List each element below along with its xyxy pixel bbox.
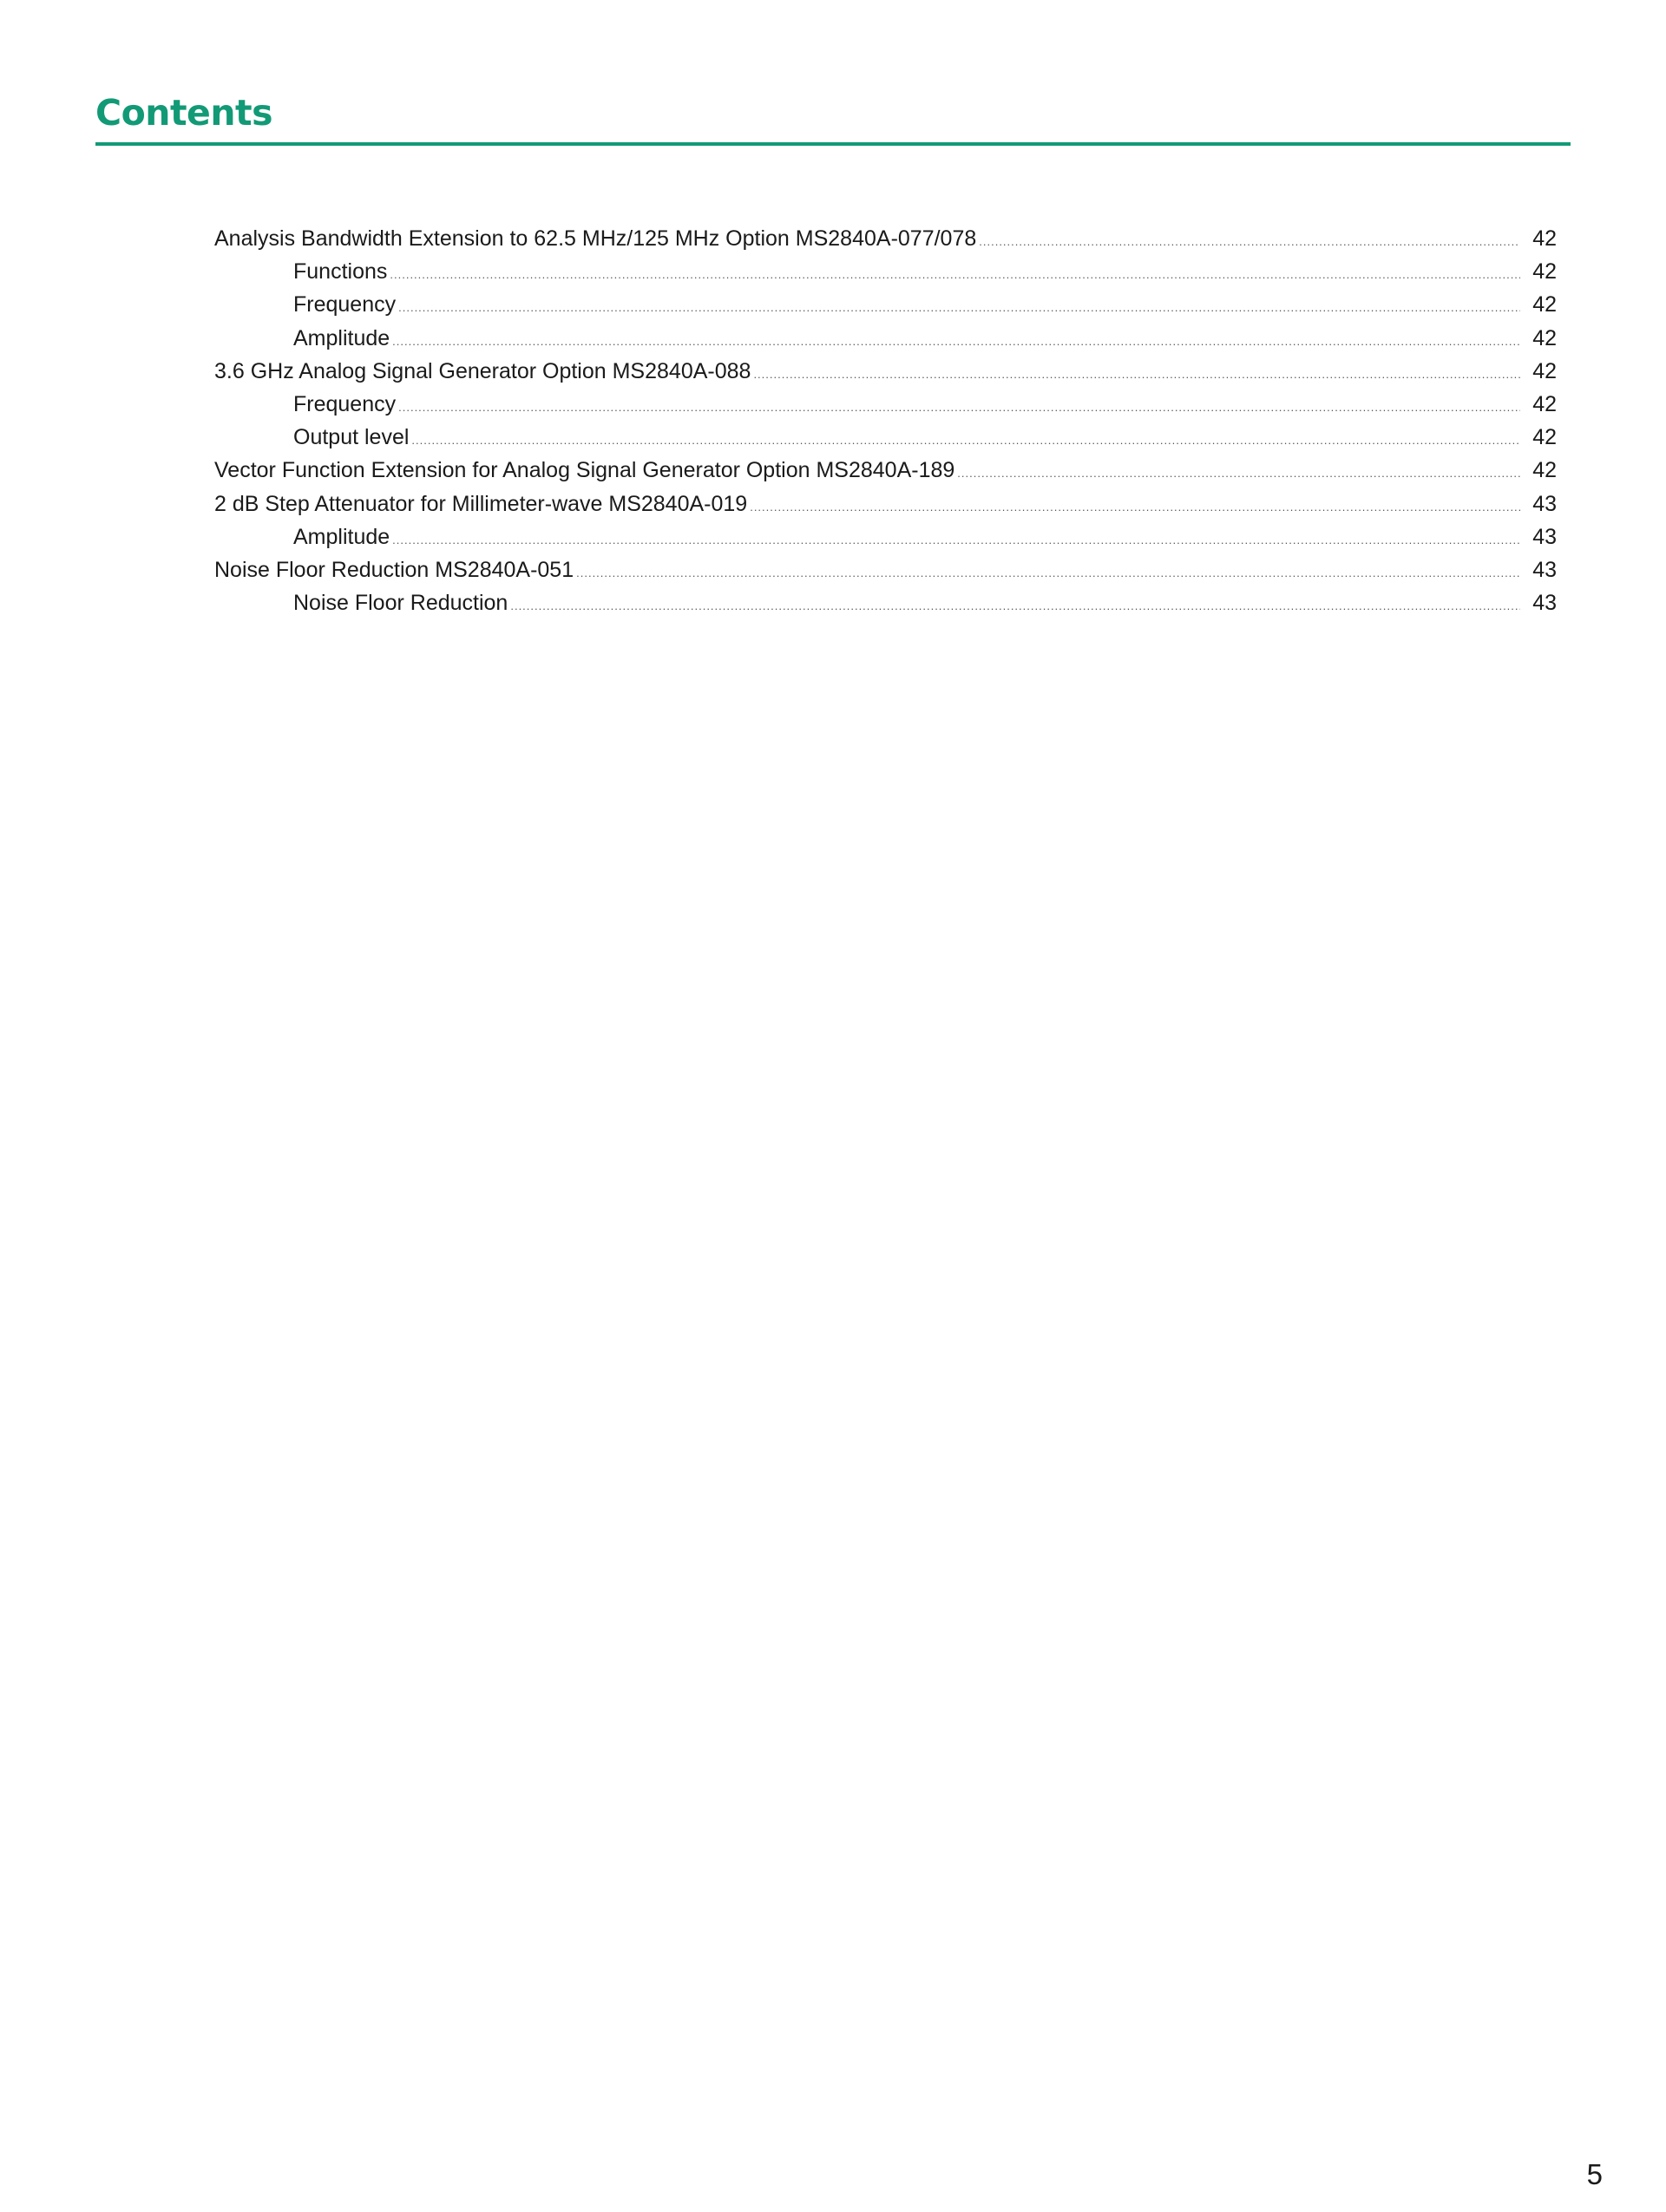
toc-entry-label: Functions [293, 259, 388, 285]
toc-entry-page: 42 [1532, 325, 1557, 350]
toc-dot-leader [390, 259, 1520, 291]
toc-dot-leader [957, 457, 1520, 490]
toc-entry-label: 2 dB Step Attenuator for Millimeter-wave MS2840A-019 [214, 491, 748, 516]
toc-entry-page: 42 [1532, 458, 1557, 483]
toc-entry-label: Vector Function Extension for Analog Signal Generator Option MS2840A-189 [214, 458, 955, 483]
toc-dot-leader [510, 590, 1520, 623]
toc-dot-leader [753, 358, 1520, 391]
toc-entry-label: 3.6 GHz Analog Signal Generator Option MS2840A-088 [214, 358, 751, 383]
toc-dot-leader [392, 325, 1520, 358]
toc-dot-leader [750, 491, 1520, 524]
toc-dot-leader [392, 524, 1520, 557]
toc-entry-page: 42 [1532, 259, 1557, 285]
toc-entry-page: 42 [1532, 358, 1557, 383]
toc-dot-leader [398, 291, 1520, 324]
toc-entry[interactable] [214, 454, 1557, 487]
toc-entry-label: Frequency [293, 292, 397, 317]
toc-entry-page: 43 [1532, 557, 1557, 582]
toc-dot-leader [411, 424, 1520, 457]
toc-dot-leader [576, 557, 1520, 590]
toc-entry[interactable] [214, 288, 1557, 321]
toc-entry-page: 43 [1532, 524, 1557, 549]
toc-entry-page: 43 [1532, 591, 1557, 616]
toc-entry-label: Amplitude [293, 524, 390, 549]
toc-entry[interactable] [214, 322, 1557, 355]
toc-entry[interactable] [214, 388, 1557, 421]
page-header [95, 87, 1571, 146]
toc-entry-page: 42 [1532, 292, 1557, 317]
title-divider [95, 142, 1571, 146]
page-number: 5 [1586, 2158, 1603, 2190]
toc-entry[interactable] [214, 222, 1557, 255]
toc-entry[interactable] [214, 488, 1557, 520]
table-of-contents [214, 222, 1557, 619]
page-title: Contents [95, 92, 273, 134]
toc-entry[interactable] [214, 586, 1557, 619]
toc-entry-page: 42 [1532, 391, 1557, 416]
toc-entry[interactable] [214, 355, 1557, 388]
toc-entry-label: Amplitude [293, 325, 390, 350]
toc-entry-page: 42 [1532, 226, 1557, 251]
toc-entry-label: Analysis Bandwidth Extension to 62.5 MHz/125 MHz Option MS2840A-077/078 [214, 226, 977, 251]
toc-dot-leader [398, 391, 1520, 424]
toc-dot-leader [979, 226, 1520, 259]
toc-entry[interactable] [214, 421, 1557, 454]
toc-entry-label: Noise Floor Reduction [293, 591, 508, 616]
toc-entry-page: 42 [1532, 425, 1557, 450]
toc-entry-page: 43 [1532, 491, 1557, 516]
toc-entry[interactable] [214, 520, 1557, 553]
toc-entry-label: Output level [293, 425, 410, 450]
toc-entry-label: Noise Floor Reduction MS2840A-051 [214, 557, 574, 582]
toc-entry-label: Frequency [293, 391, 397, 416]
toc-entry[interactable] [214, 553, 1557, 586]
toc-entry[interactable] [214, 255, 1557, 288]
